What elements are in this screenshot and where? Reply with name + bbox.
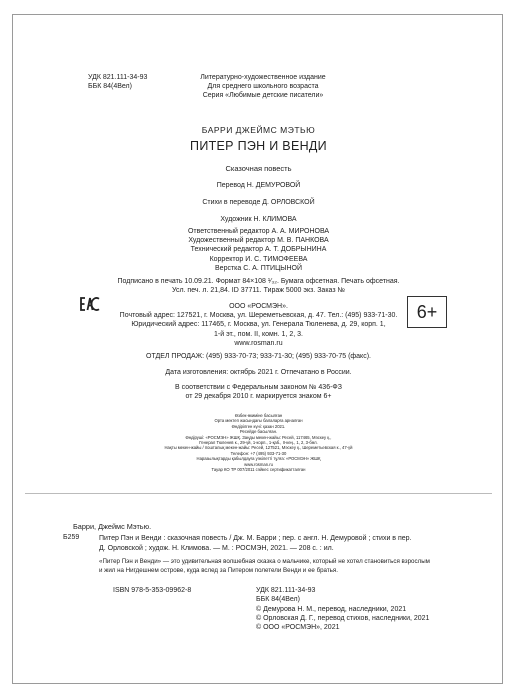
- book-author: БАРРИ ДЖЕЙМС МЭТЬЮ: [201, 125, 316, 135]
- editor-line: Корректор И. С. ТИМОФЕЕВА: [209, 255, 308, 263]
- book-subtitle: Сказочная повесть: [225, 164, 292, 173]
- catalog-code: Б259: [63, 534, 80, 541]
- copyright-line: © Орловская Д. Г., перевод стихов, наследники, 2021: [256, 614, 430, 622]
- catalog-entry: Д. Орловской ; худож. Н. Климова. — М. : РОСМЭН, 2021. — 208 с. : ил.: [99, 545, 334, 552]
- section-divider: [25, 493, 492, 494]
- series-line: Для среднего школьного возраста: [207, 83, 319, 90]
- imprint-page: [12, 14, 503, 684]
- catalog-author: Барри, Джеймс Мэтью.: [73, 522, 152, 531]
- manufacture-date: Дата изготовления: октябрь 2021 г. Отпечатано в России.: [165, 369, 352, 376]
- series-line: Литературно-художественное издание: [200, 74, 326, 81]
- udk-code: УДК 821.111-34-93: [256, 587, 316, 594]
- eac-logo: [79, 296, 101, 312]
- isbn: ISBN 978-5-353-09962-8: [113, 587, 192, 594]
- bbk-code: ББК 84(4Вел): [88, 83, 132, 90]
- publisher-block: ООО «РОСМЭН». Почтовый адрес: 127521, г. Москва, ул. Шереметьевская, д. 47. Тел.: (495) 933-71-30. Юридический адрес: 117465, г. Москва, ул. Генерала Тюленева, д. 29, корп. 1, 1-й эт., пом. II, комн. 1, 2, 3. www.rosman.ru: [119, 303, 398, 347]
- age-rating-badge: 6+: [407, 296, 447, 328]
- udk-code: УДК 821.111-34-93: [88, 74, 148, 81]
- book-title: ПИТЕР ПЭН И ВЕНДИ: [190, 139, 327, 153]
- udk-top: [88, 73, 147, 91]
- artist-credit: Художник Н. КЛИМОВА: [220, 216, 297, 223]
- editors-block: [13, 227, 504, 273]
- kazakh-info: Өзбек-өкиміне басылған Орта мектеп жасындағы балаларға арналған Өндірілген күні: қазан 2021. Ресейде басылған. Өндіруші: «РОСМЭН» ЖШҚ. Заңды мекен-жайы: Ресей, 117465, Мәскеу қ., Генерал Тюленев к., 29-үй, 1-корп., 1-қаб., II-кең., 1, 2, 3-бөл. Нақты мекен-жайы / пошталық мекен-жайы: Ресей, 127521, Мәскеу қ., Шереметьевская к., 47-үй Телефон: +7 (495) 933-71-30 Наразылықтарды қабылдауға уәкілетті тұлға: «РОСМЭН» ЖШҚ www.rosman.ru Тауар КО ТР 007/2011 сәйкес сертификатталған: [164, 413, 353, 473]
- editor-line: Верстка С. А. ПТИЦЫНОЙ: [215, 264, 302, 272]
- editor-line: Ответственный редактор А. А. МИРОНОВА: [187, 228, 330, 235]
- copyright-line: © Демурова Н. М., перевод, наследники, 2021: [256, 605, 407, 613]
- translator-credit: Перевод Н. ДЕМУРОВОЙ: [216, 182, 301, 189]
- law-notice: В соответствии с Федеральным законом № 436-ФЗ от 29 декабря 2010 г. маркируется знаком 6+: [175, 384, 342, 401]
- eac-mark-icon: [79, 295, 101, 313]
- series-info: [163, 73, 363, 100]
- udk-bottom: [256, 586, 429, 632]
- copyright-line: © ООО «РОСМЭН», 2021: [256, 624, 340, 632]
- bbk-code: ББК 84(4Вел): [256, 596, 300, 604]
- poems-credit: Стихи в переводе Д. ОРЛОВСКОЙ: [202, 199, 315, 206]
- catalog-entry: Питер Пэн и Венди : сказочная повесть / Дж. М. Барри ; пер. с англ. Н. Демуровой ; стихи в пер.: [99, 535, 412, 542]
- editor-line: Технический редактор А. Т. ДОБРЫНИНА: [190, 246, 327, 254]
- print-info: Подписано в печать 10.09.21. Формат 84×108 ¹⁄₃₂. Бумага офсетная. Печать офсетная. Усл. печ. л. 21,84. ID 37711. Тираж 5000 экз. Заказ №: [117, 278, 400, 295]
- editor-line: Художественный редактор М. В. ПАНКОВА: [188, 237, 329, 245]
- annotation: «Питер Пэн и Венди» — это удивительная волшебная сказка о мальчике, который не хотел становиться взрослым и жил на Нигдешнем острове, куда вслед за Питером полетели Венди и ее братья.: [99, 558, 430, 574]
- series-line: Серия «Любимые детские писатели»: [202, 92, 324, 99]
- sales-block: ОТДЕЛ ПРОДАЖ: (495) 933-70-73; 933-71-30; (495) 933-70-75 (факс).: [146, 353, 371, 360]
